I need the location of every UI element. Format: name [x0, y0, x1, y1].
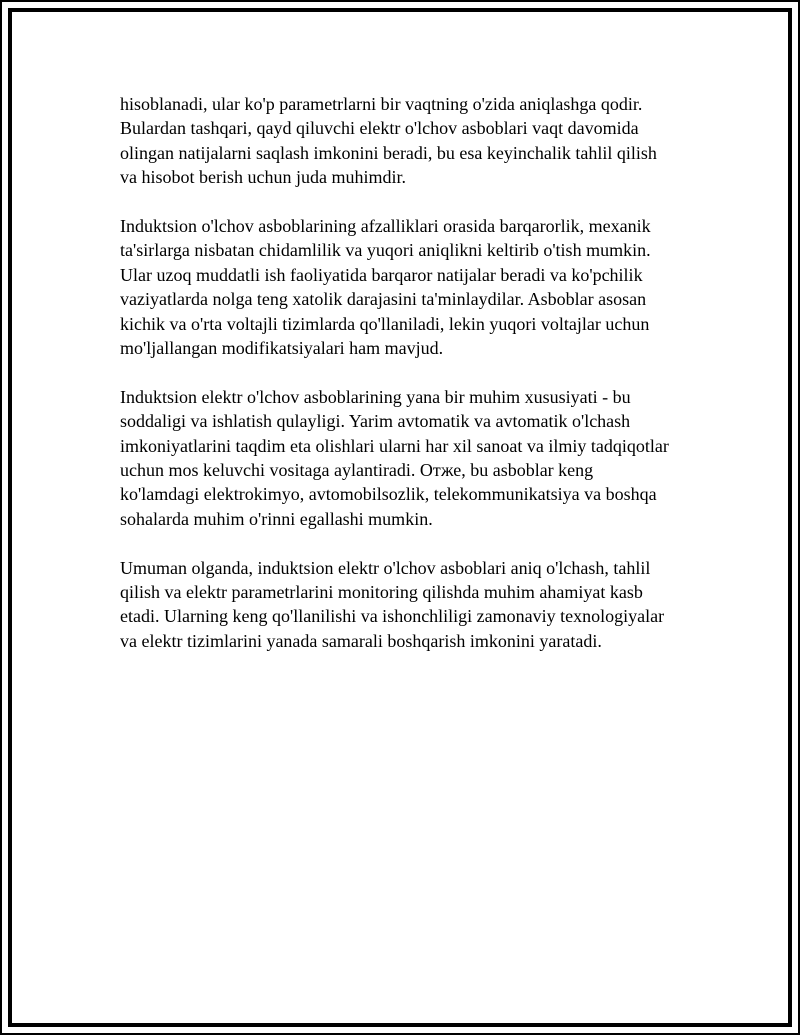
text-line: kichik va o'rta voltajli tizimlarda qo'llaniladi, lekin yuqori voltajlar uchun: [120, 313, 650, 334]
text-line: uchun mos keluvchi vositaga aylantiradi. Отже, bu asboblar keng: [120, 460, 594, 481]
text-line: sohalarda muhim o'rinni egallashi mumkin.: [120, 508, 433, 529]
text-line: ta'sirlarga nisbatan chidamlilik va yuqori aniqlikni keltirib o'tish mumkin.: [120, 240, 651, 261]
text-line: Induktsion elektr o'lchov asboblarining yana bir muhim xususiyati - bu: [120, 386, 631, 407]
text-line: qilish va elektr parametrlarini monitoring qilishda muhim ahamiyat kasb: [120, 582, 643, 603]
paragraph-3: [120, 385, 700, 531]
text-line: ko'lamdagi elektrokimyo, avtomobilsozlik, telekommunikatsiya va boshqa: [120, 484, 657, 505]
text-line: etadi. Ularning keng qo'llanilishi va ishonchliligi zamonaviy texnologiyalar: [120, 606, 665, 627]
text-line: va elektr tizimlarini yanada samarali boshqarish imkonini yaratadi.: [120, 630, 602, 651]
text-line: vaziyatlarda nolga teng xatolik darajasini ta'minlaydilar. Asboblar asosan: [120, 289, 647, 310]
text-line: Bulardan tashqari, qayd qiluvchi elektr o'lchov asboblari vaqt davomida: [120, 118, 639, 139]
document-body: [120, 92, 700, 678]
paragraph-4: [120, 556, 700, 654]
paragraph-1: [120, 92, 700, 190]
text-line: mo'ljallangan modifikatsiyalari ham mavjud.: [120, 338, 444, 359]
text-line: Umuman olganda, induktsion elektr o'lchov asboblari aniq o'lchash, tahlil: [120, 557, 651, 578]
text-line: va hisobot berish uchun juda muhimdir.: [120, 167, 406, 188]
text-line: olingan natijalarni saqlash imkonini beradi, bu esa keyinchalik tahlil qilish: [120, 142, 657, 163]
paragraph-2: [120, 214, 700, 360]
text-line: Induktsion o'lchov asboblarining afzalliklari orasida barqarorlik, mexanik: [120, 216, 651, 237]
text-line: soddaligi va ishlatish qulayligi. Yarim avtomatik va avtomatik o'lchash: [120, 411, 631, 432]
text-line: hisoblanadi, ular ko'p parametrlarni bir vaqtning o'zida aniqlashga qodir.: [120, 94, 643, 114]
text-line: Ular uzoq muddatli ish faoliyatida barqaror natijalar beradi va ko'pchilik: [120, 264, 643, 285]
text-line: imkoniyatlarini taqdim eta olishlari ularni har xil sanoat va ilmiy tadqiqotlar: [120, 435, 669, 456]
